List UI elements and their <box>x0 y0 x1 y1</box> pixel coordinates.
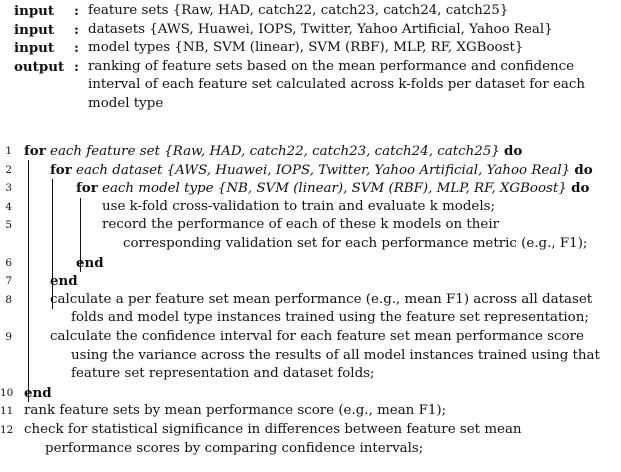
algorithm-line-11 <box>0 402 621 421</box>
statement-text: calculate the confidence interval for each feature set mean performance score <box>50 328 584 344</box>
loop-condition: each dataset {AWS, Huawei, IOPS, Twitter, Yahoo Artificial, Yahoo Real} <box>76 162 571 178</box>
colon: : <box>74 3 79 19</box>
line-number: 10 <box>0 386 14 399</box>
output-value-line: model type <box>88 95 164 111</box>
input-value: datasets {AWS, Huawei, IOPS, Twitter, Yahoo Artificial, Yahoo Real} <box>88 21 553 37</box>
algorithm-line-4 <box>0 198 621 217</box>
statement-text: check for statistical significance in differences between feature set mean <box>24 421 522 437</box>
line-number: 4 <box>5 200 12 213</box>
algorithm-line-7 <box>0 272 621 291</box>
statement-text-continuation: using the variance across the results of all model instances trained using that <box>71 347 600 363</box>
loop-condition: each feature set {Raw, HAD, catch22, catch23, catch24, catch25} <box>50 144 500 159</box>
input-keyword: input <box>14 3 55 19</box>
algorithm-line-1 <box>0 142 621 161</box>
end-keyword: end <box>50 273 78 290</box>
input-value: model types {NB, SVM (linear), SVM (RBF), MLP, RF, XGBoost} <box>88 40 524 56</box>
input-keyword: input <box>14 21 55 38</box>
line-number: 1 <box>5 145 12 157</box>
statement-text-continuation: performance scores by comparing confidence intervals; <box>45 440 424 456</box>
line-number: 5 <box>5 219 12 232</box>
for-keyword: for <box>24 143 46 159</box>
statement-text: calculate a per feature set mean performance (e.g., mean F1) across all dataset <box>50 291 593 307</box>
output-value-line: ranking of feature sets based on the mean performance and confidence <box>88 58 575 74</box>
input-row-model-types <box>14 39 614 58</box>
loop-condition: each model type {NB, SVM (linear), SVM (RBF), MLP, RF, XGBoost} <box>102 181 567 197</box>
input-row-datasets <box>14 21 614 40</box>
algorithm-line-8 <box>0 291 621 328</box>
line-number: 2 <box>5 163 12 176</box>
do-keyword: do <box>571 180 590 197</box>
end-keyword: end <box>76 254 104 271</box>
algorithm-line-2 <box>0 161 621 180</box>
algorithm-line-3 <box>0 179 621 198</box>
line-number: 7 <box>5 275 12 288</box>
output-value <box>88 58 614 114</box>
line-number: 3 <box>5 182 12 195</box>
statement-text: record the performance of each of these k models on their <box>102 217 500 233</box>
for-keyword: for <box>76 180 98 197</box>
for-keyword: for <box>50 161 72 178</box>
statement-text-continuation: feature set representation and dataset folds; <box>71 366 375 382</box>
line-number: 11 <box>0 405 14 418</box>
line-number: 8 <box>5 293 12 306</box>
do-keyword: do <box>504 143 523 159</box>
algorithm-body <box>0 142 621 458</box>
output-value-line: interval of each feature set calculated across k-folds per dataset for each <box>88 77 586 93</box>
line-number: 12 <box>0 423 14 436</box>
colon: : <box>74 58 79 75</box>
colon: : <box>74 40 79 57</box>
input-row-feature-sets <box>14 2 614 21</box>
algorithm-line-10 <box>0 384 621 403</box>
algorithm-line-12 <box>0 421 621 458</box>
algorithm-line-6 <box>0 254 621 273</box>
do-keyword: do <box>574 161 593 178</box>
input-value: feature sets {Raw, HAD, catch22, catch23, catch24, catch25} <box>88 3 509 18</box>
line-number: 6 <box>5 256 12 269</box>
end-keyword: end <box>24 384 52 401</box>
statement-text: rank feature sets by mean performance score (e.g., mean F1); <box>24 403 447 419</box>
output-row <box>14 58 614 114</box>
colon: : <box>74 21 79 38</box>
statement-text: use k-fold cross-validation to train and evaluate k models; <box>102 198 495 214</box>
algorithm-line-9 <box>0 328 621 384</box>
algorithm-header <box>14 2 614 114</box>
line-number: 9 <box>5 330 12 343</box>
statement-text-continuation: folds and model type instances trained using the feature set representation; <box>71 310 589 326</box>
output-keyword: output <box>14 58 65 75</box>
input-keyword: input <box>14 40 55 57</box>
algorithm-line-5 <box>0 216 621 253</box>
statement-text-continuation: corresponding validation set for each performance metric (e.g., F1); <box>123 235 588 251</box>
